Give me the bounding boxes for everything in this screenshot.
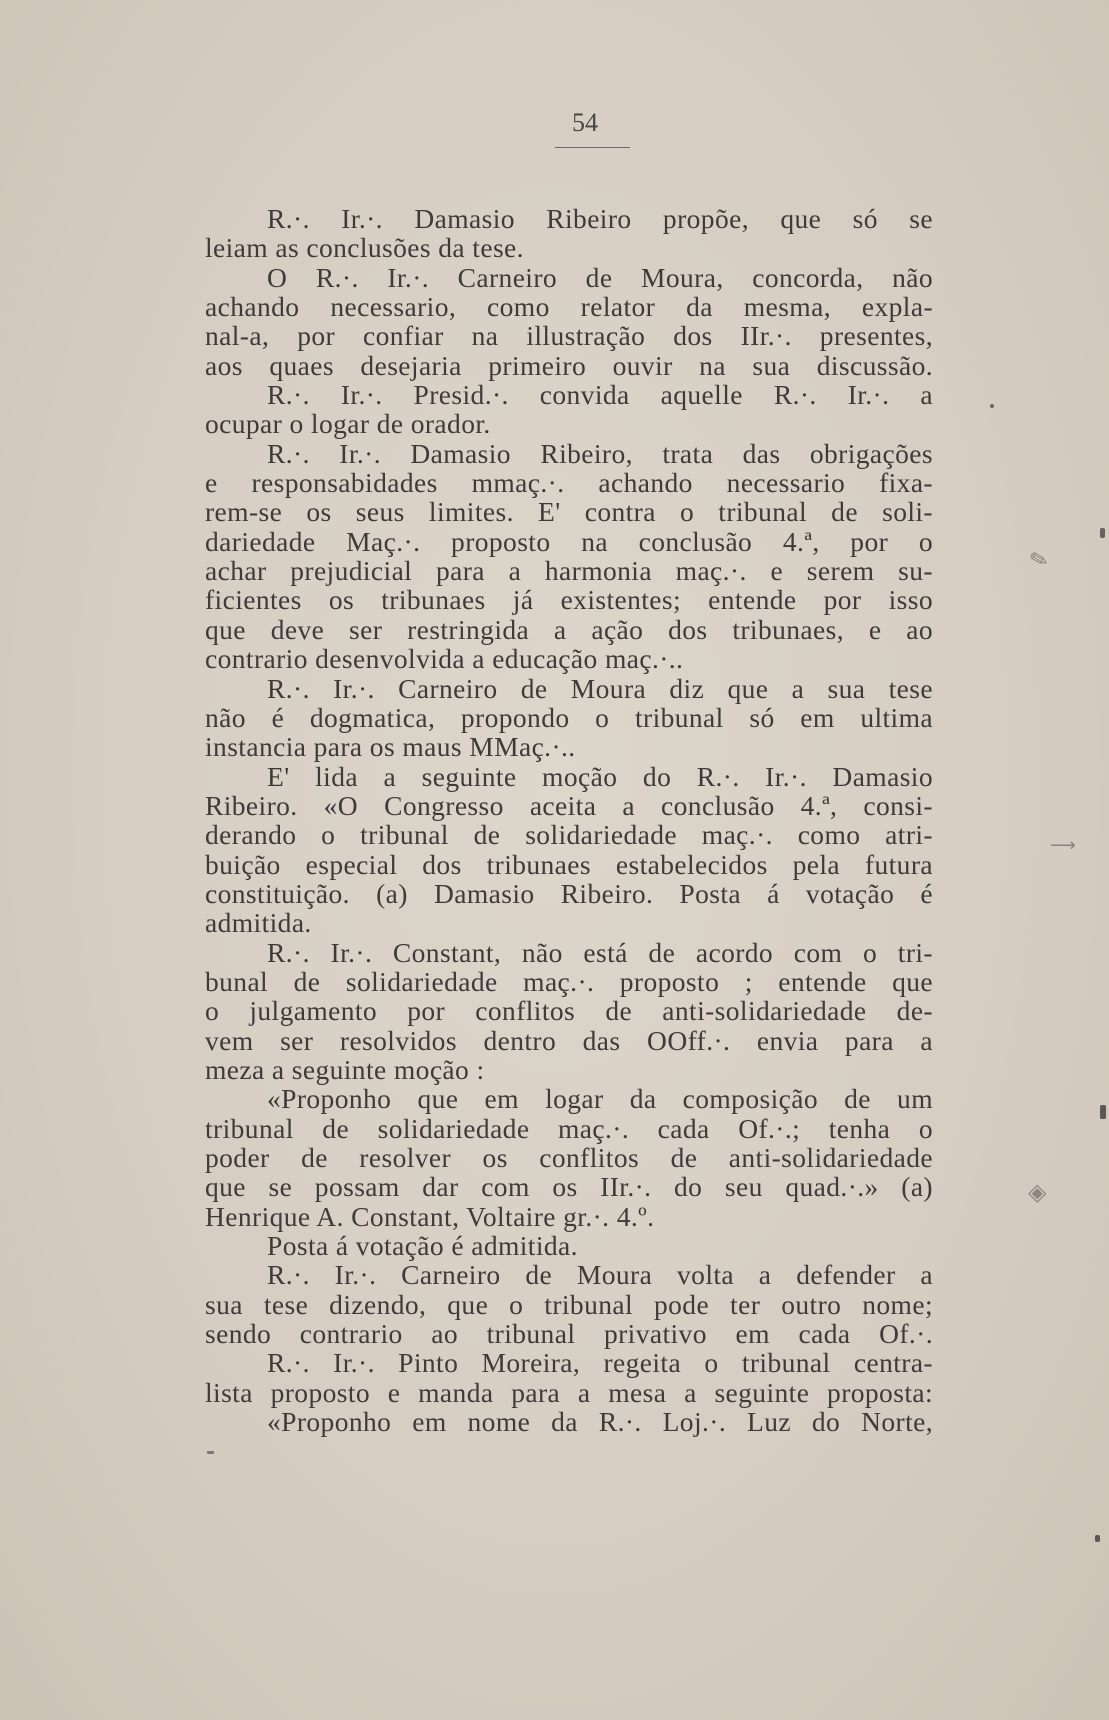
text-line: rem-se os seus limites. E' contra o tribunal de soli- bbox=[205, 496, 933, 528]
text-line: E' lida a seguinte moção do R.·. Ir.·. Damasio bbox=[267, 760, 933, 792]
margin-mark-icon: ✎ bbox=[1027, 546, 1052, 575]
text-line: R.·. Ir.·. Carneiro de Moura diz que a sua tese bbox=[267, 672, 933, 704]
ink-spot bbox=[1095, 1535, 1100, 1542]
text-line: vem ser resolvidos dentro das OOff.·. envia para a bbox=[205, 1024, 933, 1056]
text-line: nal-a, por confiar na illustração dos IIr.·. presentes, bbox=[205, 320, 933, 352]
text-line: R.·. Ir.·. Constant, não está de acordo com o tri- bbox=[267, 936, 933, 968]
text-line: constituição. (a) Damasio Ribeiro. Posta á votação é bbox=[205, 877, 933, 909]
text-line: Ribeiro. «O Congresso aceita a conclusão 4.ª, consi- bbox=[205, 789, 933, 821]
text-line: «Proponho em nome da R.·. Loj.·. Luz do Norte, bbox=[267, 1406, 933, 1438]
text-line: instancia para os maus MMaç.·.. bbox=[205, 731, 576, 763]
margin-arrow-icon: ⟶ bbox=[1050, 835, 1076, 856]
body-text bbox=[205, 204, 933, 1436]
page-number: 54 bbox=[572, 108, 598, 137]
text-line: sendo contrario ao tribunal privativo em cada Of.·. bbox=[205, 1318, 933, 1350]
text-line: não é dogmatica, propondo o tribunal só em ultima bbox=[205, 701, 933, 733]
text-line: achando necessario, como relator da mesma, expla- bbox=[205, 291, 933, 323]
text-line: buição especial dos tribunaes estabelecidos pela futura bbox=[205, 848, 933, 880]
text-line: R.·. Ir.·. Damasio Ribeiro, trata das obrigações bbox=[267, 437, 933, 469]
text-line: dariedade Maç.·. proposto na conclusão 4.ª, por o bbox=[205, 525, 933, 557]
text-line: Posta á votação é admitida. bbox=[267, 1230, 578, 1262]
text-line: R.·. Ir.·. Carneiro de Moura volta a defender a bbox=[267, 1259, 933, 1291]
text-line: que se possam dar com os IIr.·. do seu quad.·.» (a) bbox=[205, 1171, 933, 1203]
text-line: o julgamento por conflitos de anti-solidariedade de- bbox=[205, 995, 933, 1027]
text-line: achar prejudicial para a harmonia maç.·. e serem su- bbox=[205, 555, 933, 587]
text-line: ficientes os tribunaes já existentes; entende por isso bbox=[205, 584, 933, 616]
text-line: R.·. Ir.·. Damasio Ribeiro propõe, que só se bbox=[267, 203, 933, 234]
text-line: bunal de solidariedade maç.·. proposto ; entende que bbox=[205, 965, 933, 997]
page-number-rule bbox=[555, 147, 630, 148]
ink-spot bbox=[1100, 528, 1105, 538]
text-line: que deve ser restringida a ação dos tribunaes, e ao bbox=[205, 613, 933, 645]
text-line: «Proponho que em logar da composição de um bbox=[267, 1083, 933, 1115]
text-line: Henrique A. Constant, Voltaire gr.·. 4.º. bbox=[205, 1200, 655, 1232]
text-line: e responsabidades mmaç.·. achando necessario fixa- bbox=[205, 467, 933, 499]
text-line: aos quaes desejaria primeiro ouvir na sua discussão. bbox=[205, 349, 933, 381]
text-line: admitida. bbox=[205, 907, 312, 939]
ink-spot bbox=[1100, 1105, 1106, 1119]
text-line: R.·. Ir.·. Presid.·. convida aquelle R.·. Ir.·. a bbox=[267, 379, 933, 411]
ink-spot bbox=[207, 1451, 214, 1454]
text-line: sua tese dizendo, que o tribunal pode ter outro nome; bbox=[205, 1288, 933, 1320]
text-line: leiam as conclusões da tese. bbox=[205, 232, 524, 264]
text-line: tribunal de solidariedade maç.·. cada Of.·.; tenha o bbox=[205, 1112, 933, 1144]
text-line: lista proposto e manda para a mesa a seguinte proposta: bbox=[205, 1376, 933, 1408]
text-line: O R.·. Ir.·. Carneiro de Moura, concorda, não bbox=[267, 261, 933, 293]
text-line: meza a seguinte moção : bbox=[205, 1053, 485, 1085]
margin-diamond-icon: ◈ bbox=[1028, 1178, 1047, 1206]
text-line: poder de resolver os conflitos de anti-solidariedade bbox=[205, 1142, 933, 1173]
text-line: contrario desenvolvida a educação maç.·.. bbox=[205, 643, 684, 675]
ink-spot bbox=[990, 404, 994, 408]
text-line: derando o tribunal de solidariedade maç.·. como atri- bbox=[205, 819, 933, 851]
text-line: ocupar o logar de orador. bbox=[205, 408, 491, 440]
text-line: R.·. Ir.·. Pinto Moreira, regeita o tribunal centra- bbox=[267, 1347, 933, 1379]
